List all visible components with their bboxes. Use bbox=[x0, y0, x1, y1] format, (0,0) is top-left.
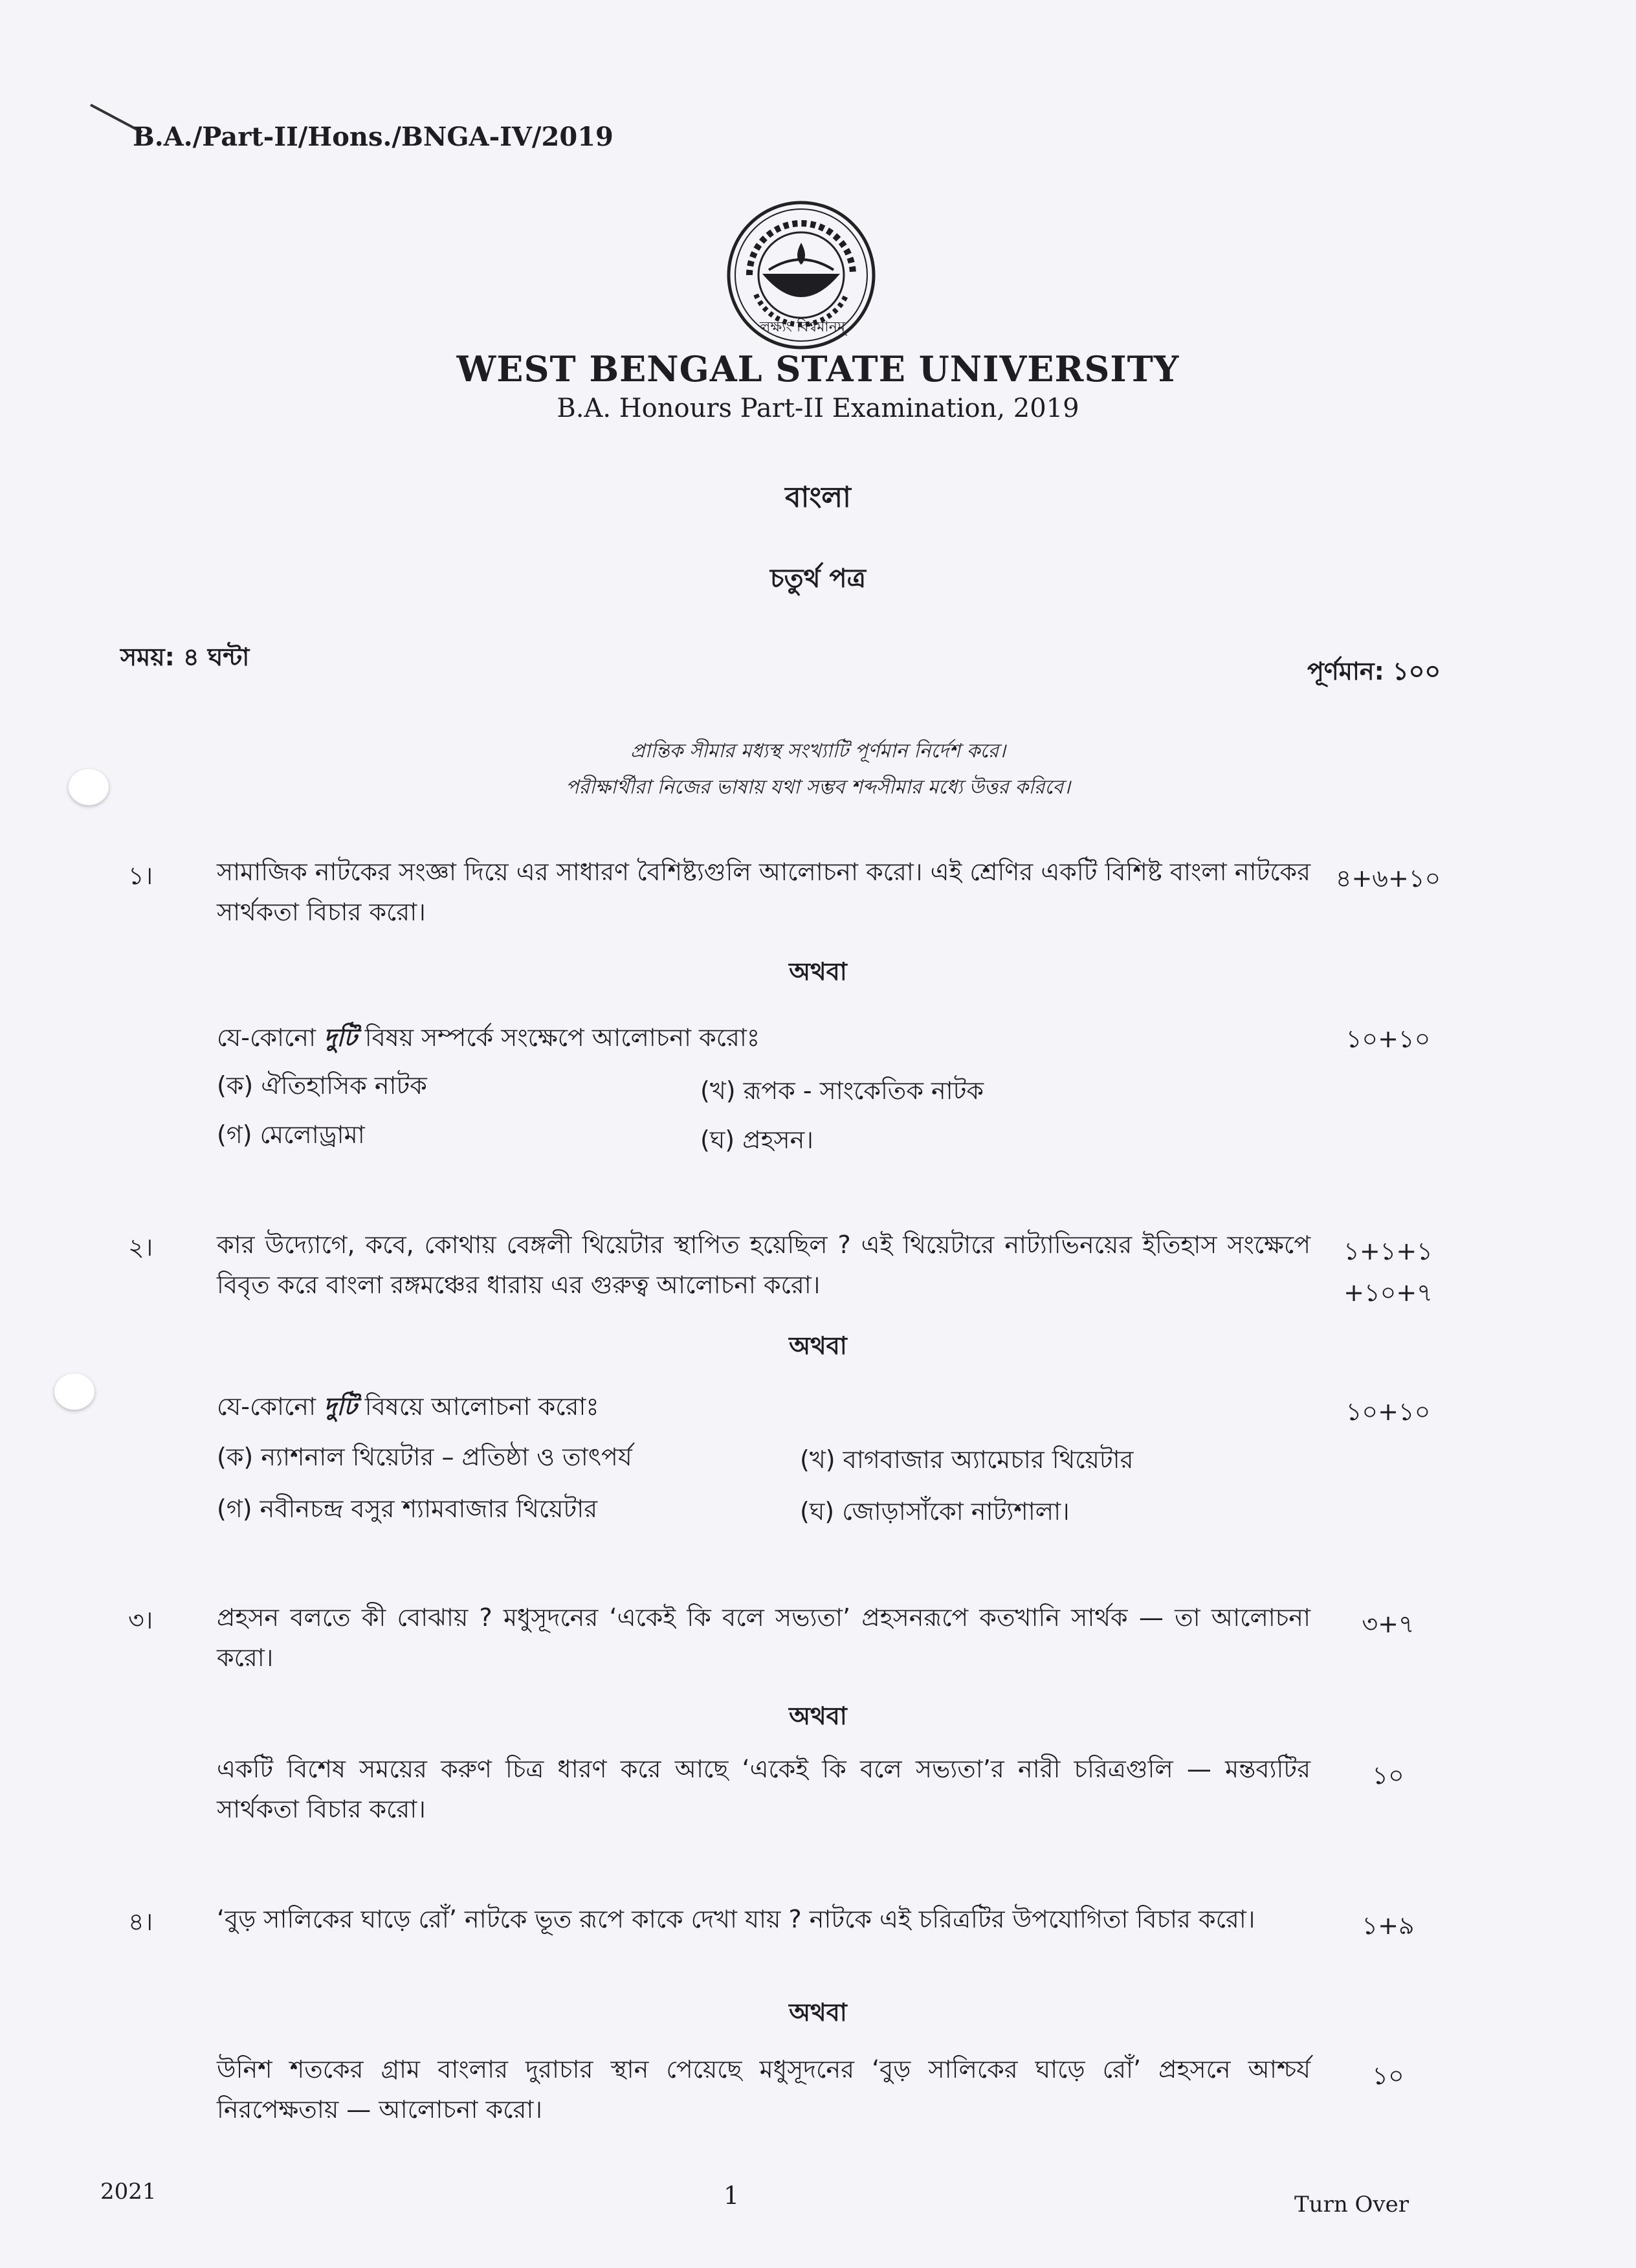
question-marks: ৩+৭ bbox=[1362, 1610, 1415, 1638]
question-text: সামাজিক নাটকের সংজ্ঞা দিয়ে এর সাধারণ বৈশিষ্ট্যগুলি আলোচনা করো। এই শ্রেণির একটি বিশিষ্ট বাংলা নাটকের সার্থকতা বিচার করো। bbox=[217, 858, 1310, 926]
or-label: অথবা bbox=[789, 1998, 847, 2027]
option-item: (খ) বাগবাজার অ্যামেচার থিয়েটার bbox=[800, 1445, 1134, 1474]
instruction-line-1: প্রান্তিক সীমার মধ্যস্থ সংখ্যাটি পূর্ণমান নির্দেশ করে। bbox=[630, 740, 1006, 762]
full-marks: পূর্ণমান: ১০০ bbox=[1307, 657, 1441, 685]
alternative-question: উনিশ শতকের গ্রাম বাংলার দুরাচার স্থান পেয়েছে মধুসূদনের ‘বুড় সালিকের ঘাড়ে রোঁ’ প্রহসনে আশ্চর্য নিরপেক্ষতায় — আলোচনা করো। bbox=[217, 2055, 1310, 2124]
question-marks-line-2: +১০+৭ bbox=[1343, 1278, 1433, 1307]
option-item: (ক) ন্যাশনাল থিয়েটার – প্রতিষ্ঠা ও তাৎপর্য bbox=[217, 1443, 632, 1471]
question-marks: ৪+৬+১০ bbox=[1335, 864, 1441, 893]
alternative-marks: ১০ bbox=[1372, 1761, 1404, 1790]
question-text: ‘বুড় সালিকের ঘাড়ে রোঁ’ নাটকে ভূত রূপে কাকে দেখা যায় ? নাটকে এই চরিত্রটির উপযোগিতা বিচার করো। bbox=[217, 1905, 1255, 1933]
or-label: অথবা bbox=[789, 1331, 847, 1360]
question-number: ৪। bbox=[128, 1907, 153, 1936]
alternative-question: একটি বিশেষ সময়ের করুণ চিত্র ধারণ করে আছে ‘একেই কি বলে সভ্যতা’র নারী চরিত্রগুলি — মন্তব্যটির সার্থকতা বিচার করো। bbox=[217, 1755, 1310, 1823]
footer-code: 2021 bbox=[100, 2179, 157, 2205]
question-number: ৩। bbox=[128, 1606, 153, 1634]
time-allowed: সময়: ৪ ঘন্টা bbox=[120, 643, 250, 671]
question-number: ২। bbox=[128, 1233, 153, 1262]
option-item: (খ) রূপক - সাংকেতিক নাটক bbox=[700, 1076, 984, 1105]
question-text: কার উদ্যোগে, কবে, কোথায় বেঙ্গলী থিয়েটার স্থাপিত হয়েছিল ? এই থিয়েটারে নাট্যাভিনয়ের ইতিহাস সংক্ষেপে বিবৃত করে বাংলা রঙ্গমঞ্চের ধারায় এর গুরুত্ব আলোচনা করো। bbox=[217, 1230, 1310, 1299]
question-marks-line-1: ১+১+১ bbox=[1343, 1237, 1433, 1265]
option-item: (ক) ঐতিহাসিক নাটক bbox=[217, 1071, 427, 1100]
question-text: প্রহসন বলতে কী বোঝায় ? মধুসূদনের ‘একেই কি বলে সভ্যতা’ প্রহসনরূপে কতখানি সার্থক — তা আলোচনা করো। bbox=[217, 1603, 1310, 1672]
or-label: অথবা bbox=[789, 1702, 847, 1730]
option-item: (ঘ) প্রহসন। bbox=[700, 1126, 813, 1154]
alternative-question: যে-কোনো দুটি বিষয়ে আলোচনা করোঃ bbox=[217, 1392, 599, 1421]
turn-over-note: Turn Over bbox=[1294, 2192, 1409, 2218]
alternative-marks: ১০+১০ bbox=[1345, 1025, 1431, 1053]
option-item: (গ) নবীনচন্দ্র বসুর শ্যামবাজার থিয়েটার bbox=[217, 1495, 598, 1523]
alternative-marks: ১০ bbox=[1372, 2062, 1404, 2090]
exam-title: B.A. Honours Part-II Examination, 2019 bbox=[557, 394, 1079, 423]
punch-hole bbox=[54, 1373, 94, 1410]
university-name: WEST BENGAL STATE UNIVERSITY bbox=[456, 348, 1180, 390]
or-label: অথবা bbox=[789, 957, 847, 986]
punch-hole bbox=[69, 769, 109, 805]
question-number: ১। bbox=[128, 862, 153, 890]
paper-code: B.A./Part-II/Hons./BNGA-IV/2019 bbox=[133, 122, 614, 152]
alternative-question: যে-কোনো দুটি বিষয় সম্পর্কে সংক্ষেপে আলোচনা করোঃ bbox=[217, 1023, 760, 1052]
instruction-line-2: পরীক্ষার্থীরা নিজের ভাষায় যথা সম্ভব শব্দসীমার মধ্যে উত্তর করিবে। bbox=[566, 776, 1070, 799]
alternative-marks: ১০+১০ bbox=[1345, 1397, 1431, 1426]
page-number: 1 bbox=[724, 2181, 740, 2210]
question-marks: ১+৯ bbox=[1362, 1911, 1415, 1940]
seal-motto: লক্ষ্যং বিশ্বমানম্ bbox=[759, 319, 846, 335]
option-item: (ঘ) জোড়াসাঁকো নাট্যশালা। bbox=[800, 1497, 1070, 1526]
paper-number: চতুর্থ পত্র bbox=[770, 564, 866, 594]
subject-title: বাংলা bbox=[785, 481, 851, 514]
option-item: (গ) মেলোড্রামা bbox=[217, 1120, 365, 1149]
